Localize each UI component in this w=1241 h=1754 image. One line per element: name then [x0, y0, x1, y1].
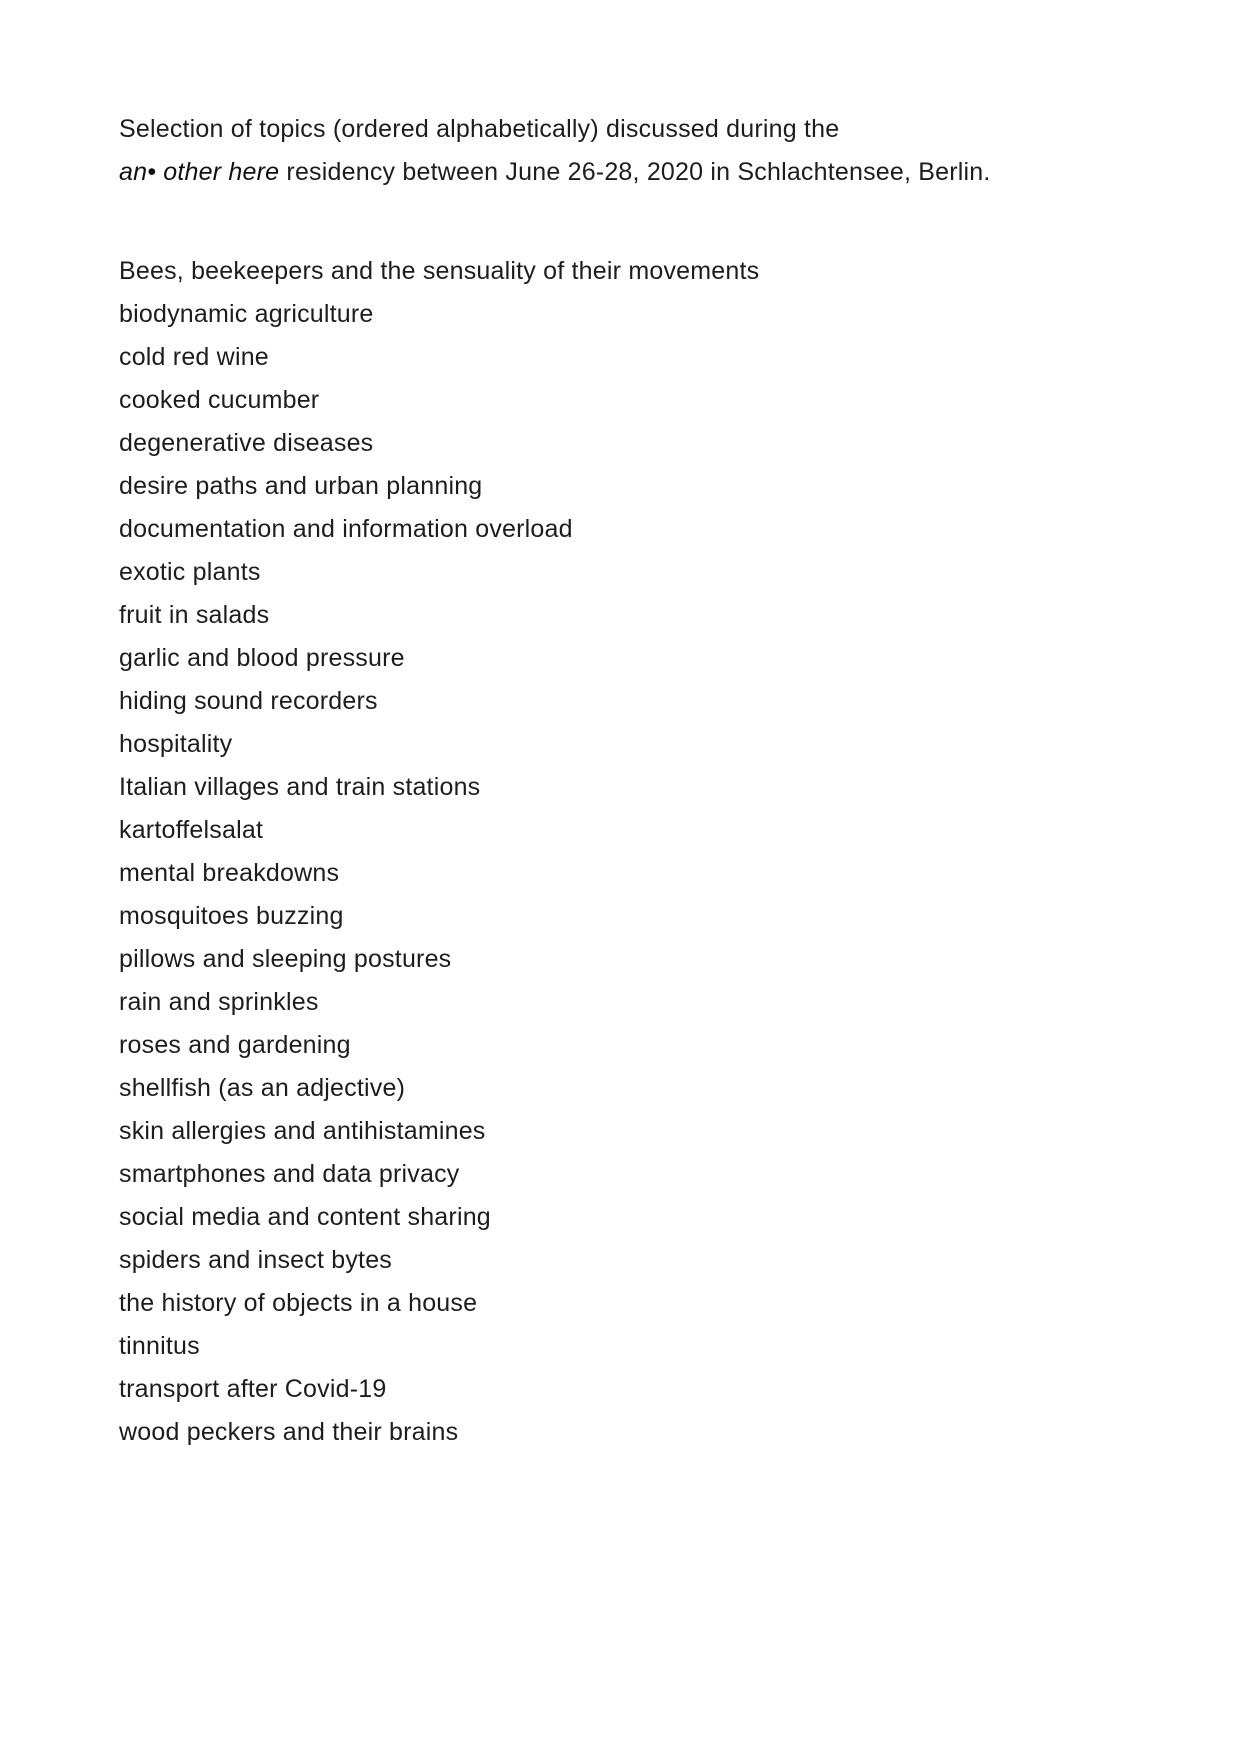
topic-item: transport after Covid-19 [119, 1375, 387, 1403]
topic-item: hospitality [119, 730, 233, 758]
topic-item: shellfish (as an adjective) [119, 1074, 406, 1102]
topic-item: biodynamic agriculture [119, 300, 374, 328]
document-page [119, 108, 1179, 1454]
topic-item: social media and content sharing [119, 1203, 491, 1231]
topic-item: garlic and blood pressure [119, 644, 405, 672]
intro-line-2-text: residency between June 26-28, 2020 in Schlachtensee, Berlin. [279, 158, 991, 186]
intro-paragraph [119, 108, 1179, 194]
topic-item: cooked cucumber [119, 386, 320, 414]
topic-item: pillows and sleeping postures [119, 945, 452, 973]
intro-line-2 [119, 151, 1179, 194]
topic-item: mosquitoes buzzing [119, 902, 344, 930]
topic-item: smartphones and data privacy [119, 1160, 460, 1188]
intro-line-1: Selection of topics (ordered alphabetically) discussed during the [119, 115, 840, 143]
topic-item: documentation and information overload [119, 515, 573, 543]
topic-item: roses and gardening [119, 1031, 351, 1059]
topic-item: spiders and insect bytes [119, 1246, 393, 1274]
topic-item: rain and sprinkles [119, 988, 319, 1016]
topic-item: wood peckers and their brains [119, 1418, 459, 1446]
topic-item: cold red wine [119, 343, 269, 371]
topic-item: hiding sound recorders [119, 687, 378, 715]
topic-item: the history of objects in a house [119, 1289, 478, 1317]
topic-item: skin allergies and antihistamines [119, 1117, 486, 1145]
topic-item: desire paths and urban planning [119, 472, 483, 500]
topic-item: Bees, beekeepers and the sensuality of their movements [119, 257, 760, 285]
topic-item: kartoffelsalat [119, 816, 264, 844]
topic-item: fruit in salads [119, 601, 270, 629]
topic-item: exotic plants [119, 558, 261, 586]
topics-list [119, 250, 1179, 1454]
project-name: an• other here [119, 158, 280, 186]
topic-item: mental breakdowns [119, 859, 340, 887]
topic-item: degenerative diseases [119, 429, 374, 457]
topic-item: tinnitus [119, 1332, 200, 1360]
topic-item: Italian villages and train stations [119, 773, 481, 801]
